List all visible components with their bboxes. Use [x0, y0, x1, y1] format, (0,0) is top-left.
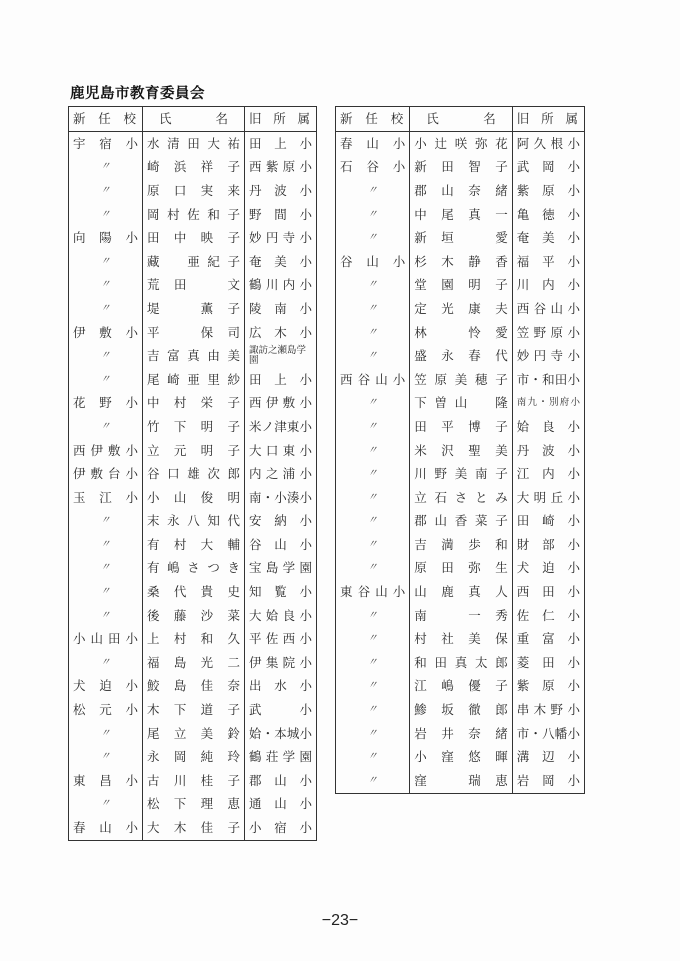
name-cell: 水清田大祐 [143, 132, 245, 156]
table-row [69, 722, 317, 746]
name-cell: 藏 亜紀子 [143, 250, 245, 274]
new-school-cell: 〃 [69, 557, 143, 581]
table-row [69, 321, 317, 345]
table-row [69, 769, 317, 793]
new-school-cell: 〃 [336, 415, 410, 439]
name-cell: 原田弥生 [410, 557, 512, 581]
previous-school-cell: 阿久根小 [516, 135, 580, 151]
name-cell: 竹下明子 [143, 415, 245, 439]
table-row [336, 392, 585, 416]
previous-school-cell: 佐仁小 [516, 607, 580, 623]
new-school-cell: 花野小 [69, 392, 143, 416]
previous-school-cell: 広木小 [249, 324, 312, 340]
table-row [69, 816, 317, 840]
previous-school-cell: 西伊敷小 [249, 395, 312, 411]
name-cell: 新垣 愛 [410, 226, 512, 250]
header-previous-school: 旧所属 [512, 107, 584, 132]
new-school-cell: 〃 [69, 344, 143, 368]
previous-school-cell: 南九・別府小 [516, 397, 580, 409]
table-row [336, 462, 585, 486]
name-cell: 盛永春代 [410, 344, 512, 368]
name-cell: 和田真太郎 [410, 651, 512, 675]
previous-school-cell: 姶・本城小 [249, 725, 312, 741]
table-row [69, 132, 317, 156]
name-cell: 有村大輔 [143, 533, 245, 557]
name-cell: 永岡純玲 [143, 745, 245, 769]
table-row [69, 745, 317, 769]
table-row [69, 368, 317, 392]
table-row [336, 722, 585, 746]
previous-school-cell: 溝辺小 [516, 749, 580, 765]
new-school-cell: 〃 [336, 533, 410, 557]
previous-school-cell: 江内小 [516, 466, 580, 482]
previous-school-cell: 出水小 [249, 678, 312, 694]
staff-table-right [335, 106, 585, 794]
name-cell: 有嶋さつき [143, 557, 245, 581]
name-cell: 窪 瑞恵 [410, 769, 512, 793]
new-school-cell: 伊敷台小 [69, 462, 143, 486]
new-school-cell: 〃 [336, 627, 410, 651]
new-school-cell: 〃 [336, 321, 410, 345]
previous-school-cell: 大明丘小 [516, 489, 580, 505]
previous-school-cell: 大姶良小 [249, 607, 312, 623]
previous-school-cell: 知覧小 [249, 584, 312, 600]
name-cell: 古川桂子 [143, 769, 245, 793]
name-cell: 米沢聖美 [410, 439, 512, 463]
table-row [336, 580, 585, 604]
table-row [69, 580, 317, 604]
previous-school-cell: 西紫原小 [249, 159, 312, 175]
table-row [336, 439, 585, 463]
new-school-cell: 伊敷小 [69, 321, 143, 345]
name-cell: 谷口雄次郎 [143, 462, 245, 486]
new-school-cell: 東谷山小 [336, 580, 410, 604]
name-cell: 鮫島佳奈 [143, 675, 245, 699]
new-school-cell: 〃 [336, 675, 410, 699]
name-cell: 平 保司 [143, 321, 245, 345]
new-school-cell: 〃 [336, 486, 410, 510]
new-school-cell: 宇宿小 [69, 132, 143, 156]
table-row [69, 179, 317, 203]
table-row [336, 698, 585, 722]
table-row [69, 533, 317, 557]
name-cell: 尾立美鈴 [143, 722, 245, 746]
new-school-cell: 〃 [69, 722, 143, 746]
table-row [336, 745, 585, 769]
table-row [69, 274, 317, 298]
name-cell: 田平博子 [410, 415, 512, 439]
table-row [69, 793, 317, 817]
table-row [69, 297, 317, 321]
name-cell: 南 一秀 [410, 604, 512, 628]
table-row [69, 510, 317, 534]
new-school-cell: 松元小 [69, 698, 143, 722]
table-row [336, 368, 585, 392]
name-cell: 江嶋優子 [410, 675, 512, 699]
name-cell: 崎浜祥子 [143, 156, 245, 180]
new-school-cell: 犬迫小 [69, 675, 143, 699]
previous-school-cell: 姶良小 [516, 418, 580, 434]
new-school-cell: 〃 [69, 651, 143, 675]
name-cell: 杉木静香 [410, 250, 512, 274]
name-cell: 笠原美穂子 [410, 368, 512, 392]
table-row [69, 250, 317, 274]
name-cell: 新田智子 [410, 156, 512, 180]
new-school-cell: 〃 [336, 745, 410, 769]
new-school-cell: 〃 [336, 557, 410, 581]
previous-school-cell: 通山小 [249, 796, 312, 812]
name-cell: 中村栄子 [143, 392, 245, 416]
previous-school-cell: 田上小 [249, 371, 312, 387]
previous-school-cell: 田上小 [249, 135, 312, 151]
name-cell: 中尾真一 [410, 203, 512, 227]
name-cell: 福島光二 [143, 651, 245, 675]
new-school-cell: 〃 [69, 745, 143, 769]
previous-school-cell: 伊集院小 [249, 654, 312, 670]
new-school-cell: 〃 [336, 297, 410, 321]
name-cell: 郡山奈緒 [410, 179, 512, 203]
new-school-cell: 〃 [336, 722, 410, 746]
new-school-cell: 〃 [69, 297, 143, 321]
previous-school-cell: 安納小 [249, 513, 312, 529]
new-school-cell: 〃 [336, 604, 410, 628]
table-row [336, 132, 585, 156]
table-row [69, 203, 317, 227]
previous-school-cell: 紫原小 [516, 678, 580, 694]
previous-school-cell: 米ノ津東小 [249, 418, 312, 434]
table-row [336, 156, 585, 180]
new-school-cell: 〃 [336, 203, 410, 227]
table-row [69, 627, 317, 651]
table-row [69, 651, 317, 675]
table-header-row [69, 107, 317, 132]
name-cell: 田中映子 [143, 226, 245, 250]
table-row [69, 226, 317, 250]
new-school-cell: 東昌小 [69, 769, 143, 793]
previous-school-cell: 平佐西小 [249, 631, 312, 647]
new-school-cell: 〃 [336, 698, 410, 722]
table-row [336, 557, 585, 581]
new-school-cell: 〃 [69, 250, 143, 274]
table-row [69, 557, 317, 581]
name-cell: 堤 薫子 [143, 297, 245, 321]
new-school-cell: 〃 [69, 793, 143, 817]
previous-school-cell: 宝島学園 [249, 560, 312, 576]
previous-school-cell: 陵南小 [249, 300, 312, 316]
new-school-cell: 石谷小 [336, 156, 410, 180]
header-new-school: 新任校 [69, 107, 143, 132]
table-row [69, 675, 317, 699]
previous-school-cell: 武岡小 [516, 159, 580, 175]
name-cell: 上村和久 [143, 627, 245, 651]
table-row [69, 604, 317, 628]
previous-school-cell: 笠野原小 [516, 324, 580, 340]
previous-school-cell: 亀徳小 [516, 206, 580, 222]
new-school-cell: 〃 [336, 344, 410, 368]
new-school-cell: 〃 [69, 368, 143, 392]
table-row [336, 486, 585, 510]
previous-school-cell: 谷山小 [249, 536, 312, 552]
previous-school-cell: 野間小 [249, 206, 312, 222]
new-school-cell: 〃 [69, 274, 143, 298]
previous-school-cell: 市・八幡小 [516, 725, 580, 741]
table-row [336, 675, 585, 699]
previous-school-cell: 西田小 [516, 584, 580, 600]
previous-school-cell: 丹波小 [516, 442, 580, 458]
new-school-cell: 小山田小 [69, 627, 143, 651]
previous-school-cell: 市・和田小 [516, 371, 580, 387]
previous-school-cell: 郡山小 [249, 772, 312, 788]
previous-school-cell: 財部小 [516, 536, 580, 552]
previous-school-cell: 福平小 [516, 253, 580, 269]
previous-school-cell: 紫原小 [516, 182, 580, 198]
staff-table-left [68, 106, 317, 841]
table-row [69, 415, 317, 439]
name-cell: 小辻咲弥花 [410, 132, 512, 156]
table-row [69, 392, 317, 416]
new-school-cell: 〃 [336, 274, 410, 298]
name-cell: 堂園明子 [410, 274, 512, 298]
table-row [69, 439, 317, 463]
new-school-cell: 〃 [336, 179, 410, 203]
name-cell: 鯵坂徹郎 [410, 698, 512, 722]
previous-school-cell: 鶴川内小 [249, 277, 312, 293]
table-row [336, 769, 585, 793]
new-school-cell: 向陽小 [69, 226, 143, 250]
name-cell: 林 怜愛 [410, 321, 512, 345]
table-row [336, 627, 585, 651]
table-row [69, 462, 317, 486]
new-school-cell: 玉江小 [69, 486, 143, 510]
table-row [336, 533, 585, 557]
name-cell: 山鹿真人 [410, 580, 512, 604]
name-cell: 吉富真由美 [143, 344, 245, 368]
name-cell: 村社美保 [410, 627, 512, 651]
previous-school-cell: 田崎小 [516, 513, 580, 529]
name-cell: 小窪悠暉 [410, 745, 512, 769]
previous-school-cell: 小宿小 [249, 820, 312, 836]
previous-school-cell: 大口東小 [249, 442, 312, 458]
previous-school-cell: 妙円寺小 [249, 230, 312, 246]
new-school-cell: 〃 [336, 392, 410, 416]
header-previous-school: 旧所属 [245, 107, 317, 132]
table-header-row [336, 107, 585, 132]
previous-school-cell: 奄美小 [516, 230, 580, 246]
previous-school-cell: 菱田小 [516, 654, 580, 670]
table-row [336, 510, 585, 534]
name-cell: 郡山香菜子 [410, 510, 512, 534]
previous-school-cell: 奄美小 [249, 253, 312, 269]
name-cell: 松下理恵 [143, 793, 245, 817]
document-title: 鹿児島市教育委員会 [70, 86, 205, 102]
name-cell: 木下道子 [143, 698, 245, 722]
new-school-cell: 〃 [69, 510, 143, 534]
new-school-cell: 〃 [336, 226, 410, 250]
name-cell: 立元明子 [143, 439, 245, 463]
previous-school-cell: 犬迫小 [516, 560, 580, 576]
previous-school-cell: 武 小 [249, 702, 312, 718]
name-cell: 川野美南子 [410, 462, 512, 486]
new-school-cell: 〃 [336, 510, 410, 534]
table-row [336, 321, 585, 345]
new-school-cell: 〃 [336, 651, 410, 675]
page-number: −23− [321, 912, 359, 929]
previous-school-cell: 丹波小 [249, 182, 312, 198]
header-name: 氏 名 [143, 107, 245, 132]
name-cell: 末永八知代 [143, 510, 245, 534]
table-row [336, 179, 585, 203]
name-cell: 小山俊明 [143, 486, 245, 510]
new-school-cell: 〃 [69, 179, 143, 203]
new-school-cell: 〃 [69, 580, 143, 604]
previous-school-cell: 串木野小 [516, 702, 580, 718]
new-school-cell: 〃 [336, 769, 410, 793]
new-school-cell: 〃 [69, 415, 143, 439]
table-row [336, 203, 585, 227]
header-name: 氏 名 [410, 107, 512, 132]
previous-school-cell: 諏訪之瀬島学園 [249, 345, 307, 367]
table-row [336, 344, 585, 368]
name-cell: 岡村佐和子 [143, 203, 245, 227]
name-cell: 岩井奈緒 [410, 722, 512, 746]
new-school-cell: 西谷山小 [336, 368, 410, 392]
previous-school-cell: 妙円寺小 [516, 348, 580, 364]
new-school-cell: 〃 [336, 439, 410, 463]
table-row [69, 156, 317, 180]
new-school-cell: 〃 [69, 533, 143, 557]
name-cell: 吉満歩和 [410, 533, 512, 557]
previous-school-cell: 川内小 [516, 277, 580, 293]
name-cell: 立石さとみ [410, 486, 512, 510]
new-school-cell: 西伊敷小 [69, 439, 143, 463]
previous-school-cell: 南・小湊小 [249, 489, 312, 505]
new-school-cell: 谷山小 [336, 250, 410, 274]
new-school-cell: 〃 [336, 462, 410, 486]
name-cell: 大木佳子 [143, 816, 245, 840]
previous-school-cell: 岩岡小 [516, 772, 580, 788]
table-row [336, 226, 585, 250]
table-row [69, 698, 317, 722]
new-school-cell: 春山小 [336, 132, 410, 156]
name-cell: 桑代貴史 [143, 580, 245, 604]
new-school-cell: 〃 [69, 203, 143, 227]
table-row [69, 344, 317, 368]
name-cell: 後藤沙菜 [143, 604, 245, 628]
header-new-school: 新任校 [336, 107, 410, 132]
new-school-cell: 〃 [69, 604, 143, 628]
table-row [336, 274, 585, 298]
name-cell: 荒田 文 [143, 274, 245, 298]
previous-school-cell: 西谷山小 [516, 300, 580, 316]
previous-school-cell: 重富小 [516, 631, 580, 647]
table-row [336, 604, 585, 628]
table-row [336, 415, 585, 439]
previous-school-cell: 内之浦小 [249, 466, 312, 482]
name-cell: 尾崎亜里紗 [143, 368, 245, 392]
previous-school-cell: 鶴荘学園 [249, 749, 312, 765]
new-school-cell: 〃 [69, 156, 143, 180]
name-cell: 下曽山 隆 [410, 392, 512, 416]
table-row [69, 486, 317, 510]
table-row [336, 250, 585, 274]
name-cell: 原口実来 [143, 179, 245, 203]
table-row [336, 651, 585, 675]
name-cell: 定光康夫 [410, 297, 512, 321]
table-row [336, 297, 585, 321]
new-school-cell: 春山小 [69, 816, 143, 840]
